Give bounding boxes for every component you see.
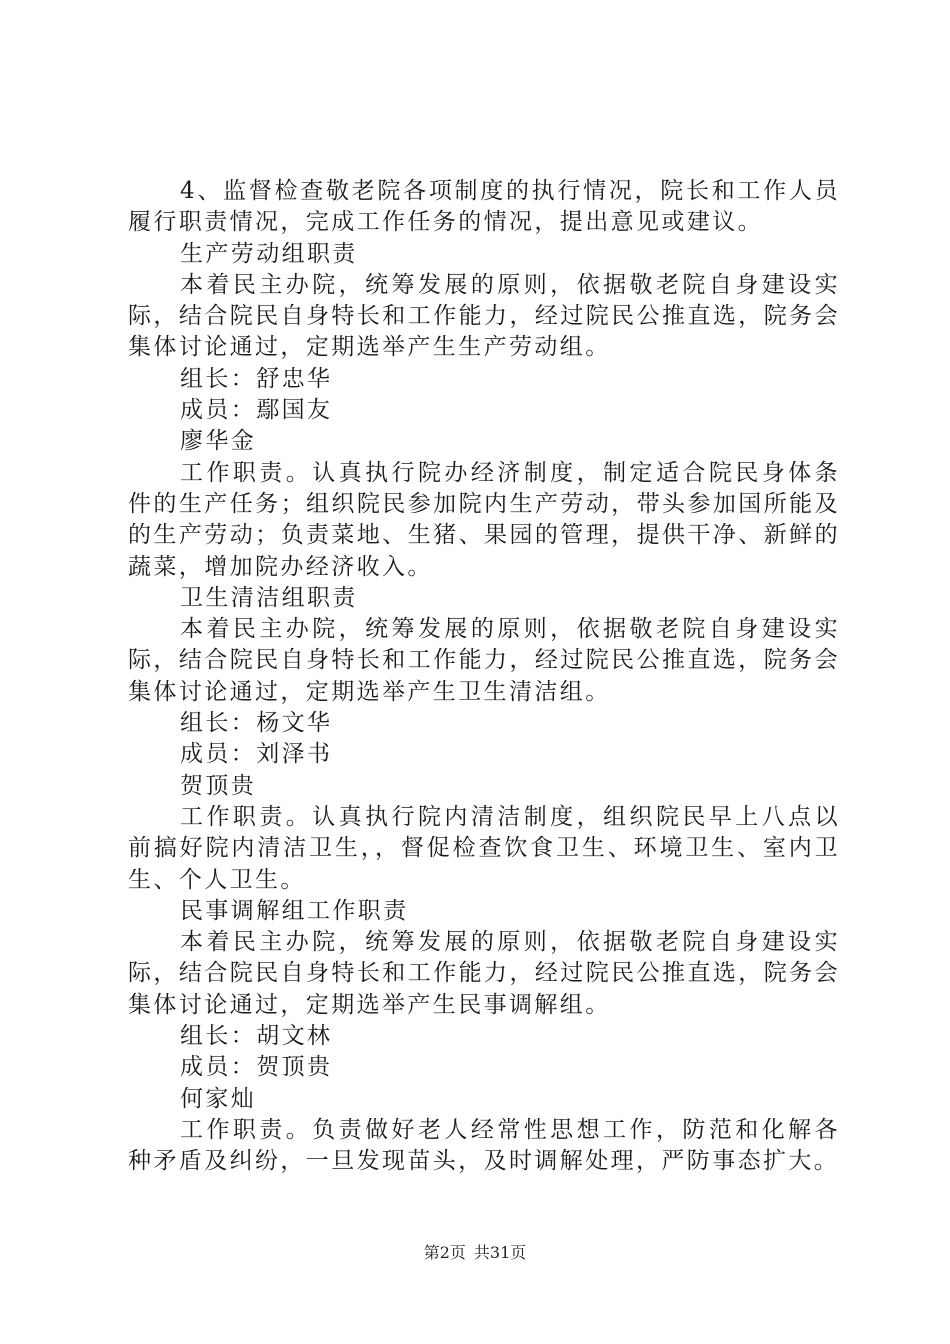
sanitation-group-leader: 组长：杨文华	[180, 710, 333, 737]
paragraph-mediation-intro: 本着民主办院，统筹发展的原则，依据敬老院自身建设实际，结合院民自身特长和工作能力，经过院民公推直选，院务会集体讨论通过，定期选举产生民事调解组。	[128, 929, 840, 1018]
section-heading-mediation-group: 民事调解组工作职责	[180, 897, 409, 924]
paragraph-production-intro: 本着民主办院，统筹发展的原则，依据敬老院自身建设实际，结合院民自身特长和工作能力，经过院民公推直选，院务会集体讨论通过，定期选举产生生产劳动组。	[128, 271, 840, 361]
paragraph-item-4: 4、监督检查敬老院各项制度的执行情况，院长和工作人员履行职责情况，完成工作任务的情况，提出意见或建议。	[128, 178, 840, 236]
paragraph-production-duties: 工作职责。认真执行院办经济制度，制定适合院民身体条件的生产任务；组织院民参加院内生产劳动，带头参加国所能及的生产劳动；负责菜地、生猪、果园的管理，提供干净、新鲜的蔬菜，增加院办经济收入。	[128, 459, 840, 580]
production-group-leader: 组长：舒忠华	[180, 365, 333, 392]
paragraph-mediation-duties: 工作职责。负责做好老人经常性思想工作，防范和化解各种矛盾及纠纷，一旦发现苗头，及时调解处理，严防事态扩大。	[128, 1116, 840, 1175]
page-number: 第2页	[423, 1243, 466, 1262]
page-total: 共31页	[473, 1243, 527, 1262]
mediation-group-member: 何家灿	[180, 1085, 257, 1112]
paragraph-sanitation-duties: 工作职责。认真执行院内清洁制度，组织院民早上八点以前搞好院内清洁卫生，，督促检查饮食卫生、环境卫生、室内卫生、个人卫生。	[128, 803, 840, 893]
document-body	[128, 176, 840, 1178]
sanitation-group-member: 成员：刘泽书	[180, 741, 333, 768]
sanitation-group-member: 贺顶贵	[180, 772, 257, 799]
paragraph-sanitation-intro: 本着民主办院，统筹发展的原则，依据敬老院自身建设实际，结合院民自身特长和工作能力，经过院民公推直选，院务会集体讨论通过，定期选举产生卫生清洁组。	[128, 616, 840, 705]
page-footer	[0, 1243, 950, 1263]
production-group-member: 成员：鄢国友	[180, 397, 333, 424]
production-group-member: 廖华金	[180, 428, 257, 455]
section-heading-production-group: 生产劳动组职责	[180, 240, 358, 267]
mediation-group-member: 成员：贺顶贵	[180, 1054, 333, 1081]
section-heading-sanitation-group: 卫生清洁组职责	[180, 584, 358, 611]
mediation-group-leader: 组长：胡文林	[180, 1023, 333, 1050]
